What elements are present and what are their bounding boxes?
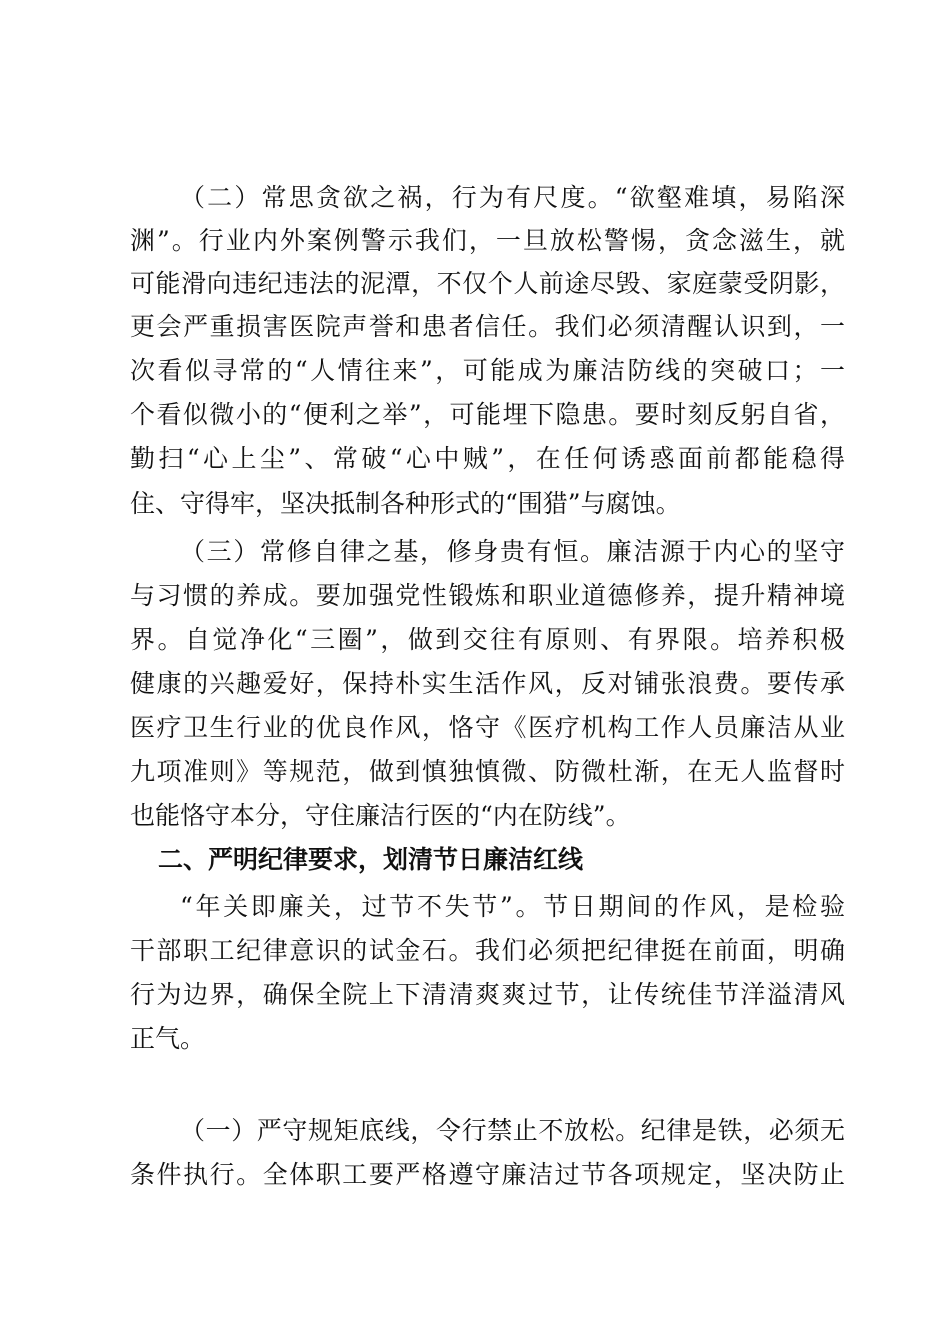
text-line: 健康的兴趣爱好，保持朴实生活作风，反对铺张浪费。要传承 [130,669,845,698]
text-line: 正气。 [130,1024,206,1053]
text-line: 干部职工纪律意识的试金石。我们必须把纪律挺在前面，明确 [130,936,845,965]
text-line: 九项准则》等规范，做到慎独慎微、防微杜渐，在无人监督时 [130,757,845,786]
text-line: 与习惯的养成。要加强党性锻炼和职业道德修养，提升精神境 [130,581,845,610]
text-line: 个看似微小的“便利之举”，可能埋下隐患。要时刻反躬自省， [130,400,845,429]
text-line: 界。自觉净化“三圈”，做到交往有原则、有界限。培养积极 [130,625,845,654]
text-line: 住、守得牢，坚决抵制各种形式的“围猎”与腐蚀。 [130,489,681,518]
text-line: 医疗卫生行业的优良作风，恪守《医疗机构工作人员廉洁从业 [130,713,845,742]
text-line: 行为边界，确保全院上下清清爽爽过节，让传统佳节洋溢清风 [130,980,845,1009]
text-line: （一）严守规矩底线，令行禁止不放松。纪律是铁，必须无 [180,1116,845,1145]
text-line: 渊”。行业内外案例警示我们，一旦放松警惕，贪念滋生，就 [130,226,845,255]
text-line: 也能恪守本分，守住廉洁行医的“内在防线”。 [130,801,631,830]
text-line: 更会严重损害医院声誉和患者信任。我们必须清醒认识到，一 [130,312,845,341]
text-line: （三）常修自律之基，修身贵有恒。廉洁源于内心的坚守 [180,537,845,566]
text-line: （二）常思贪欲之祸，行为有尺度。“欲壑难填，易陷深 [180,183,845,212]
text-line: 条件执行。全体职工要严格遵守廉洁过节各项规定，坚决防止 [130,1160,845,1189]
section-heading: 二、严明纪律要求，划清节日廉洁红线 [158,845,584,874]
text-line: 次看似寻常的“人情往来”，可能成为廉洁防线的突破口；一 [130,356,845,385]
text-line: 勤扫“心上尘”、常破“心中贼”，在任何诱惑面前都能稳得 [130,444,845,473]
text-line: “年关即廉关，过节不失节”。节日期间的作风，是检验 [180,892,845,921]
text-line: 可能滑向违纪违法的泥潭，不仅个人前途尽毁、家庭蒙受阴影， [130,269,845,298]
